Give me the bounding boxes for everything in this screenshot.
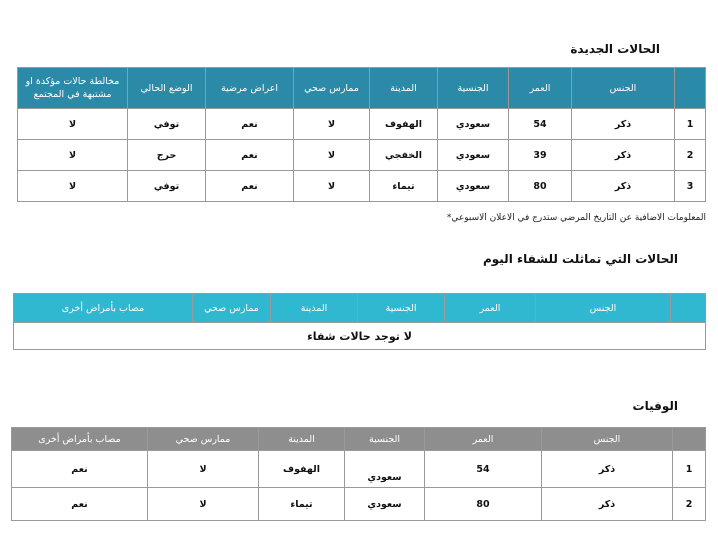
cell-other-diseases: نعم: [12, 488, 148, 521]
header-index: [675, 68, 706, 109]
cell-age: 80: [425, 488, 542, 521]
cell-nationality: سعودي: [345, 488, 425, 521]
header-nationality: الجنسية: [358, 294, 445, 323]
cell-gender: ذكر: [542, 451, 673, 488]
cell-city: تيماء: [259, 488, 345, 521]
header-health-practitioner: ممارس صحي: [148, 428, 259, 451]
cell-nationality: سعودي: [438, 109, 509, 140]
cell-nationality: سعودي: [438, 140, 509, 171]
cell-age: 54: [425, 451, 542, 488]
header-contact-cases: مخالطة حالات مؤكدة او مشتبهة في المجتمع: [18, 68, 128, 109]
header-gender: الجنس: [536, 294, 671, 323]
cell-nationality: سعودي: [438, 171, 509, 202]
cell-gender: ذكر: [572, 109, 675, 140]
cell-other-diseases: نعم: [12, 451, 148, 488]
header-nationality: الجنسية: [438, 68, 509, 109]
cell-symptoms: نعم: [206, 171, 294, 202]
table-row: [18, 171, 706, 202]
table-row: [18, 140, 706, 171]
recovered-header-row: [14, 294, 706, 323]
empty-row: [14, 323, 706, 350]
cell-contact-cases: لا: [18, 140, 128, 171]
cell-city: الخفجي: [370, 140, 438, 171]
cell-current-status: حرج: [128, 140, 206, 171]
cell-index: 3: [675, 171, 706, 202]
cell-symptoms: نعم: [206, 109, 294, 140]
cell-gender: ذكر: [572, 171, 675, 202]
cell-gender: ذكر: [572, 140, 675, 171]
cell-city: تيماء: [370, 171, 438, 202]
table-row: [12, 451, 706, 488]
cell-current-status: توفي: [128, 109, 206, 140]
header-current-status: الوضع الحالي: [128, 68, 206, 109]
cell-city: الهفوف: [259, 451, 345, 488]
header-city: المدينة: [370, 68, 438, 109]
new-cases-title: الحالات الجديدة: [570, 42, 660, 56]
recovered-table: [13, 293, 706, 350]
cell-city: الهفوف: [370, 109, 438, 140]
header-age: العمر: [425, 428, 542, 451]
no-recoveries-message: لا توجد حالات شفاء: [14, 323, 706, 350]
header-nationality: الجنسية: [345, 428, 425, 451]
new-cases-table: [17, 67, 706, 202]
cell-contact-cases: لا: [18, 109, 128, 140]
cell-gender: ذكر: [542, 488, 673, 521]
header-city: المدينة: [271, 294, 358, 323]
header-age: العمر: [445, 294, 536, 323]
cell-health-practitioner: لا: [148, 488, 259, 521]
table-row: [18, 109, 706, 140]
cell-index: 1: [675, 109, 706, 140]
cell-current-status: توفي: [128, 171, 206, 202]
table-row: [12, 488, 706, 521]
cell-health-practitioner: لا: [294, 140, 370, 171]
deaths-title: الوفيات: [632, 399, 678, 413]
header-index: [671, 294, 706, 323]
cell-index: 2: [675, 140, 706, 171]
header-gender: الجنس: [572, 68, 675, 109]
header-index: [673, 428, 706, 451]
recovered-title: الحالات التي تماثلت للشفاء اليوم: [482, 252, 678, 266]
header-gender: الجنس: [542, 428, 673, 451]
medical-history-note: المعلومات الاضافية عن التاريخ المرضي ستدرج في الاعلان الاسبوعي*: [446, 213, 706, 223]
header-age: العمر: [509, 68, 572, 109]
header-city: المدينة: [259, 428, 345, 451]
cell-health-practitioner: لا: [148, 451, 259, 488]
cell-index: 2: [673, 488, 706, 521]
cell-age: 39: [509, 140, 572, 171]
deaths-header-row: [12, 428, 706, 451]
header-health-practitioner: ممارس صحي: [193, 294, 271, 323]
cell-symptoms: نعم: [206, 140, 294, 171]
header-other-diseases: مصاب بأمراض أخرى: [12, 428, 148, 451]
header-symptoms: اعراض مرضية: [206, 68, 294, 109]
cell-age: 80: [509, 171, 572, 202]
cell-health-practitioner: لا: [294, 171, 370, 202]
deaths-table: [11, 427, 706, 521]
new-cases-header-row: [18, 68, 706, 109]
cell-nationality: سعودي: [345, 451, 425, 488]
cell-age: 54: [509, 109, 572, 140]
header-health-practitioner: ممارس صحي: [294, 68, 370, 109]
cell-health-practitioner: لا: [294, 109, 370, 140]
header-other-diseases: مصاب بأمراض أخرى: [14, 294, 193, 323]
cell-contact-cases: لا: [18, 171, 128, 202]
cell-index: 1: [673, 451, 706, 488]
